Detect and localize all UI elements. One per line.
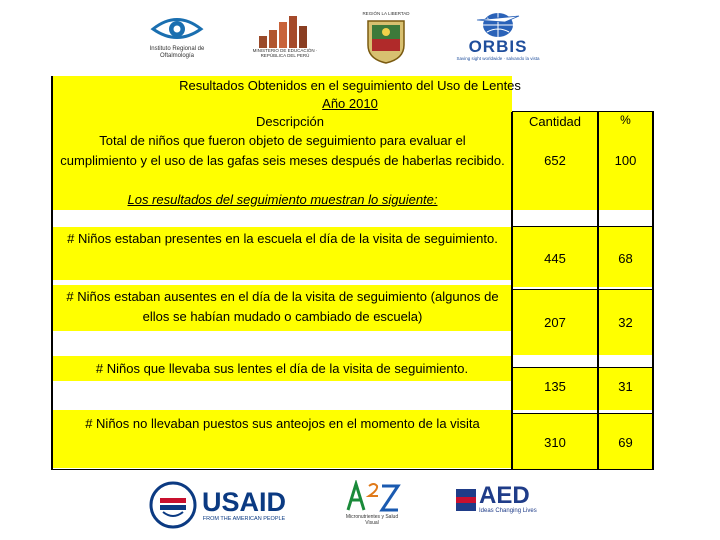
ministerio-caption: MINISTERIO DE EDUCACIÓN · REPÚBLICA DEL PERÚ	[252, 48, 318, 58]
aed-tagline: Ideas Changing Lives	[479, 508, 537, 514]
eye-icon	[149, 12, 205, 46]
a2z-logo	[338, 480, 406, 526]
row2-percent: 32	[618, 315, 633, 330]
table-rule-3	[512, 367, 654, 368]
a2z-mark-icon	[342, 480, 402, 514]
row4-description: # Niños no llevaban puestos sus anteojos en el momento de la visita	[85, 416, 480, 431]
orbis-tagline: Saving sight worldwide · salvando la vista	[456, 56, 540, 61]
instituto-oftalmologia-logo	[132, 12, 222, 60]
usaid-tagline: FROM THE AMERICAN PEOPLE	[202, 515, 286, 522]
table-top-rule	[512, 111, 654, 112]
table-title: Resultados Obtenidos en el seguimiento del Uso de Lentes	[179, 78, 521, 93]
table-year: Año 2010	[322, 96, 378, 111]
coat-of-arms-icon	[364, 17, 408, 65]
usaid-logo	[148, 480, 308, 530]
col-header-description: Descripción	[256, 114, 324, 129]
aed-flag-icon	[456, 489, 476, 511]
row2-quantity: 207	[544, 315, 566, 330]
row1-description: # Niños estaban presentes en la escuela el día de la visita de seguimiento.	[67, 231, 498, 246]
table-rule-2	[512, 289, 654, 290]
usaid-seal-icon	[148, 480, 198, 530]
row3-percent: 31	[618, 379, 633, 394]
row4-percent: 69	[618, 435, 633, 450]
row1-quantity: 445	[544, 251, 566, 266]
col-header-percent: %	[620, 113, 631, 127]
orbis-wordmark: ORBIS	[468, 37, 528, 56]
intro-percent: 100	[614, 153, 637, 168]
row3-description: # Niños que llevaba sus lentes el día de la visita de seguimiento.	[95, 361, 469, 376]
col-header-quantity: Cantidad	[528, 114, 582, 129]
a2z-tagline: Micronutrientes y Salud Visual	[345, 514, 399, 526]
row4-quantity: 310	[544, 435, 566, 450]
orbis-logo	[448, 10, 548, 61]
aed-logo	[456, 484, 556, 515]
results-note: Los resultados del seguimiento muestran lo siguiente:	[127, 192, 438, 207]
intro-quantity: 652	[544, 153, 566, 168]
region-caption: REGIÓN LA LIBERTAD	[362, 11, 410, 16]
table-left-border	[51, 76, 53, 470]
aed-wordmark: AED	[479, 482, 530, 509]
ministerio-educacion-logo	[250, 14, 320, 58]
row1-percent: 68	[618, 251, 633, 266]
usaid-wordmark: USAID	[202, 486, 287, 517]
instituto-caption: Instituto Regional de Oftalmología	[149, 46, 205, 59]
intro-description: Total de niños que fueron objeto de seguimiento para evaluar el cumplimiento y el uso de las gafas seis meses después de haberlas recibido.	[60, 133, 505, 168]
region-la-libertad-logo	[356, 10, 416, 65]
table-rule-1	[512, 226, 654, 227]
globe-plane-icon	[475, 10, 521, 38]
row2-description: # Niños estaban ausentes en el día de la visita de seguimiento (algunos de ellos se habían mudado o cambiado de escuela)	[66, 289, 499, 324]
building-blocks-icon	[257, 14, 313, 48]
row3-quantity: 135	[544, 379, 566, 394]
table-bottom-rule	[52, 469, 654, 470]
table-rule-4	[512, 413, 654, 414]
